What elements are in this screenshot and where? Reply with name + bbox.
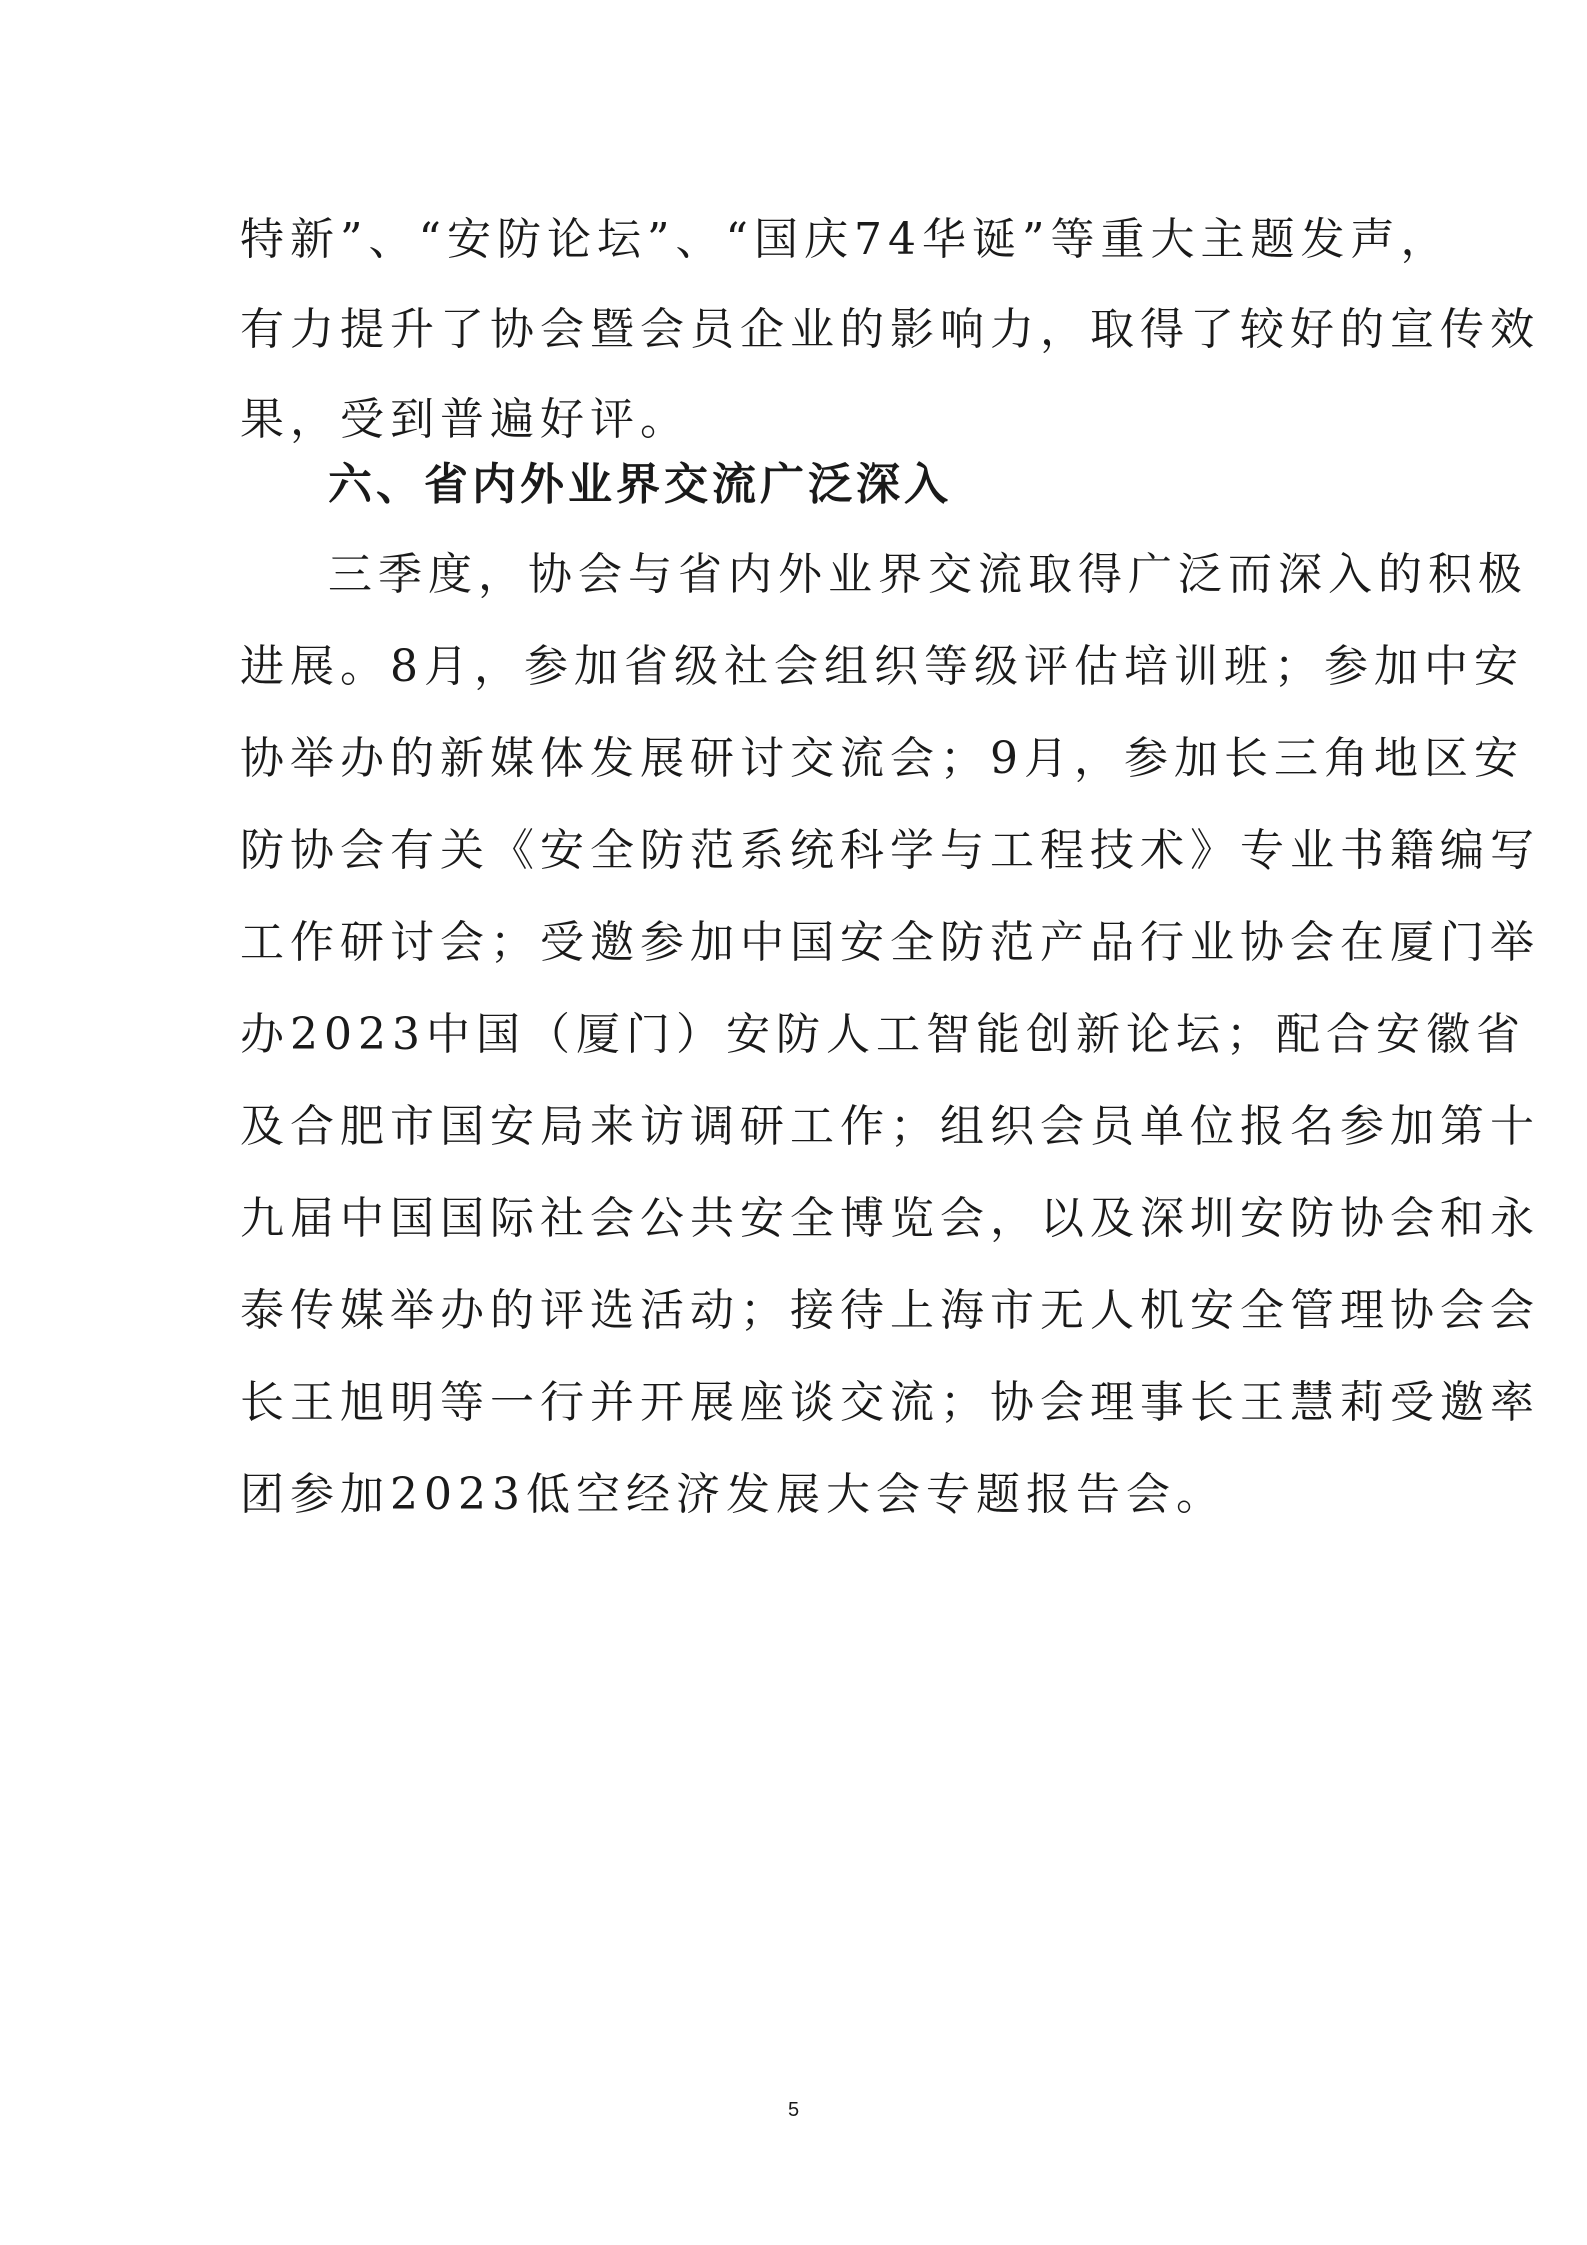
- paragraph-line: 团参加2023低空经济发展大会专题报告会。: [240, 1469, 1226, 1520]
- paragraph-line: 办2023中国（厦门）安防人工智能创新论坛；配合安徽省: [240, 1009, 1526, 1060]
- section-heading: 六、省内外业界交流广泛深入: [328, 459, 952, 510]
- paragraph-line: 进展。8月，参加省级社会组织等级评估培训班；参加中安: [240, 641, 1524, 692]
- paragraph-line: 及合肥市国安局来访调研工作；组织会员单位报名参加第十: [240, 1101, 1540, 1152]
- paragraph-line: 有力提升了协会暨会员企业的影响力，取得了较好的宣传效: [240, 304, 1540, 355]
- paragraph-line: 九届中国国际社会公共安全博览会，以及深圳安防协会和永: [240, 1193, 1540, 1244]
- paragraph-line: 果，受到普遍好评。: [240, 394, 690, 445]
- paragraph-line: 三季度，协会与省内外业界交流取得广泛而深入的积极: [328, 549, 1528, 600]
- paragraph-line: 工作研讨会；受邀参加中国安全防范产品行业协会在厦门举: [240, 917, 1540, 968]
- paragraph-line: 防协会有关《安全防范系统科学与工程技术》专业书籍编写: [240, 825, 1540, 876]
- page-number: 5: [787, 2099, 800, 2121]
- paragraph-line: 泰传媒举办的评选活动；接待上海市无人机安全管理协会会: [240, 1285, 1540, 1336]
- paragraph-line: 协举办的新媒体发展研讨交流会；9月，参加长三角地区安: [240, 733, 1524, 784]
- paragraph-line: 长王旭明等一行并开展座谈交流；协会理事长王慧莉受邀率: [240, 1377, 1540, 1428]
- paragraph-line: 特新”、“安防论坛”、“国庆74华诞”等重大主题发声，: [240, 214, 1451, 265]
